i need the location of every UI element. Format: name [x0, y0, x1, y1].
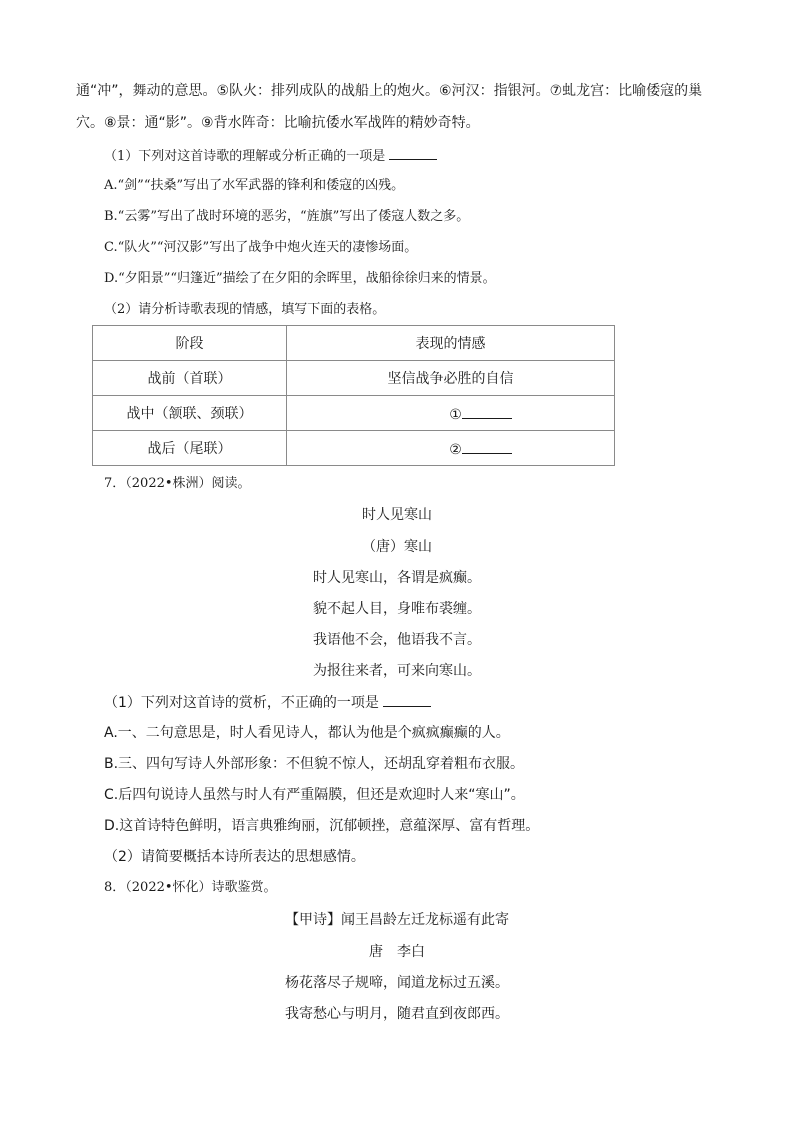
annotation-line-1: 通“冲”，舞动的意思。⑤队火：排列成队的战船上的炮火。⑥河汉：指银河。⑦虬龙宫：比喻倭寇的巢 [76, 83, 703, 99]
answer-blank[interactable] [383, 692, 431, 707]
q7-option-d: D.这首诗特色鲜明，语言典雅绚丽，沉郁顿挫，意蕴深厚、富有哲理。 [104, 818, 540, 834]
q7-poem-line: 为报往来者，可来向寒山。 [313, 663, 481, 679]
blank-marker: ① [449, 406, 462, 423]
annotation-line-2: 穴。⑧景：通“影”。⑨背水阵奇：比喻抗倭水军战阵的精妙奇特。 [76, 115, 480, 131]
q6-option-b: B.“云雾”写出了战时环境的恶劣，“旌旗”写出了倭寇人数之多。 [104, 209, 470, 224]
q7-poem-title: 时人见寒山 [362, 507, 432, 523]
q8-poem-line: 杨花落尽子规啼，闻道龙标过五溪。 [285, 975, 509, 991]
table-cell-emotion-blank[interactable] [287, 431, 615, 466]
table-header-cell: 表现的情感 [287, 326, 615, 361]
q6-option-a: A.“剑”“扶桑”写出了水军武器的锋利和倭寇的凶残。 [104, 178, 405, 193]
emotion-table [92, 325, 615, 466]
q7-poem-line: 我语他不会，他语我不言。 [313, 632, 481, 648]
q7-heading: 7．（2022•株洲）阅读。 [104, 476, 251, 491]
q7-option-b: B.三、四句写诗人外部形象：不但貌不惊人，还胡乱穿着粗布衣服。 [104, 756, 525, 772]
q6-part2-stem: （2）请分析诗歌表现的情感，填写下面的表格。 [104, 302, 386, 317]
table-cell-stage: 战后（尾联） [93, 431, 287, 466]
answer-blank[interactable] [389, 145, 437, 160]
q7-poem-author: （唐）寒山 [362, 539, 432, 555]
q6-part1-stem-text: （1）下列对这首诗歌的理解或分析正确的一项是 [104, 149, 386, 164]
q8-poem-author: 唐 李白 [369, 944, 425, 960]
q7-poem-line: 时人见寒山，各谓是疯癫。 [313, 570, 481, 586]
q6-part1-stem [104, 145, 437, 167]
q7-part2-stem: （2）请简要概括本诗所表达的思想感情。 [104, 849, 365, 865]
table-row [93, 431, 615, 466]
q7-part1-stem-text: （1）下列对这首诗的赏析，不正确的一项是 [104, 695, 379, 711]
answer-blank[interactable] [462, 404, 512, 419]
table-cell-emotion-blank[interactable] [287, 396, 615, 431]
q8-heading: 8．（2022•怀化）诗歌鉴赏。 [104, 880, 277, 895]
answer-blank[interactable] [462, 439, 512, 454]
table-header-cell: 阶段 [93, 326, 287, 361]
table-row [93, 396, 615, 431]
blank-marker: ② [449, 441, 462, 458]
q7-option-c: C.后四句说诗人虽然与时人有严重隔膜，但还是欢迎时人来“寒山”。 [104, 787, 525, 803]
table-cell-stage: 战前（首联） [93, 361, 287, 396]
table-row [93, 361, 615, 396]
q7-part1-stem [104, 692, 431, 713]
q6-option-d: D.“夕阳景”“归篷近”描绘了在夕阳的余晖里，战船徐徐归来的情景。 [104, 271, 496, 286]
table-cell-stage: 战中（颔联、颈联） [93, 396, 287, 431]
table-header-row [93, 326, 615, 361]
q7-poem-line: 貌不起人目，身唯布裘缠。 [313, 601, 481, 617]
table-cell-emotion: 坚信战争必胜的自信 [287, 361, 615, 396]
q6-option-c: C.“队火”“河汉影”写出了战争中炮火连天的凄惨场面。 [104, 240, 418, 255]
q7-option-a: A.一、二句意思是，时人看见诗人，都认为他是个疯疯癫癫的人。 [104, 725, 510, 741]
q8-poem-title: 【甲诗】闻王昌龄左迁龙标遥有此寄 [285, 912, 509, 928]
q8-poem-line: 我寄愁心与明月，随君直到夜郎西。 [285, 1006, 509, 1022]
